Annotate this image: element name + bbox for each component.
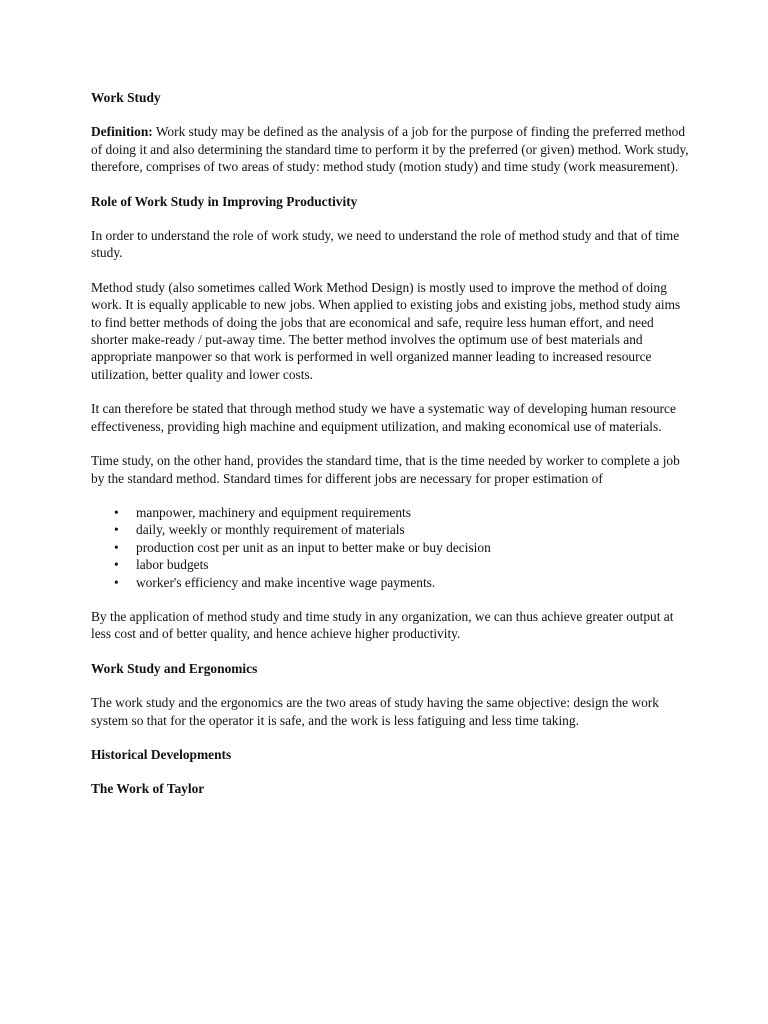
definition-label: Definition: <box>91 124 153 140</box>
list-item <box>91 574 691 591</box>
ergonomics-heading: Work Study and Ergonomics <box>91 660 258 676</box>
role-paragraph-5: By the application of method study and time study in any organization, we can thus achieve greater output at less cost and of better quality, and hence achieve higher productivity. <box>91 608 674 642</box>
list-item-text: worker's efficiency and make incentive wage payments. <box>136 574 436 590</box>
document-page <box>91 89 691 815</box>
bullet-icon: • <box>114 539 119 555</box>
bullet-icon: • <box>114 504 119 520</box>
taylor-heading: The Work of Taylor <box>91 781 205 797</box>
list-item <box>91 556 691 573</box>
definition-text: Work study may be defined as the analysis of a job for the purpose of finding the preferred method of doing it and also determining the standard time to perform it by the preferred (or given) method. Work study, therefore, comprises of two areas of study: method study (motion study) and time study (work measurement). <box>91 124 689 175</box>
list-item <box>91 521 691 538</box>
role-paragraph-3: It can therefore be stated that through method study we have a systematic way of developing human resource effectiveness, providing high machine and equipment utilization, and making economical use of materials. <box>91 401 676 434</box>
estimation-list <box>91 504 691 591</box>
document-title: Work Study <box>91 90 161 105</box>
role-heading: Role of Work Study in Improving Productivity <box>91 193 358 209</box>
list-item <box>91 504 691 521</box>
history-heading: Historical Developments <box>91 746 232 762</box>
bullet-icon: • <box>114 574 119 590</box>
list-item-text: production cost per unit as an input to better make or buy decision <box>136 539 491 555</box>
role-paragraph-1: In order to understand the role of work study, we need to understand the role of method study and that of time study. <box>91 228 680 261</box>
role-paragraph-2: Method study (also sometimes called Work Method Design) is mostly used to improve the method of doing work. It is equally applicable to new jobs. When applied to existing jobs and existing jobs, method study aims to find better methods of doing the jobs that are economical and safe, require less human effort, and need shorter make-ready / put-away time. The better method involves the optimum use of best materials and appropriate manpower so that work is performed in well organized manner leading to increased resource utilization, better quality and lower costs. <box>91 279 681 382</box>
bullet-icon: • <box>114 557 119 573</box>
list-item-text: manpower, machinery and equipment requirements <box>136 504 411 520</box>
definition-paragraph <box>91 123 691 175</box>
list-item <box>91 539 691 556</box>
role-paragraph-4: Time study, on the other hand, provides the standard time, that is the time needed by worker to complete a job by the standard method. Standard times for different jobs are necessary for proper estimation of <box>91 453 680 486</box>
ergonomics-paragraph: The work study and the ergonomics are the two areas of study having the same objective: design the work system so that for the operator it is safe, and the work is less fatiguing and less time taking. <box>91 695 659 728</box>
bullet-icon: • <box>114 522 119 538</box>
list-item-text: daily, weekly or monthly requirement of materials <box>136 522 405 538</box>
list-item-text: labor budgets <box>136 557 209 573</box>
